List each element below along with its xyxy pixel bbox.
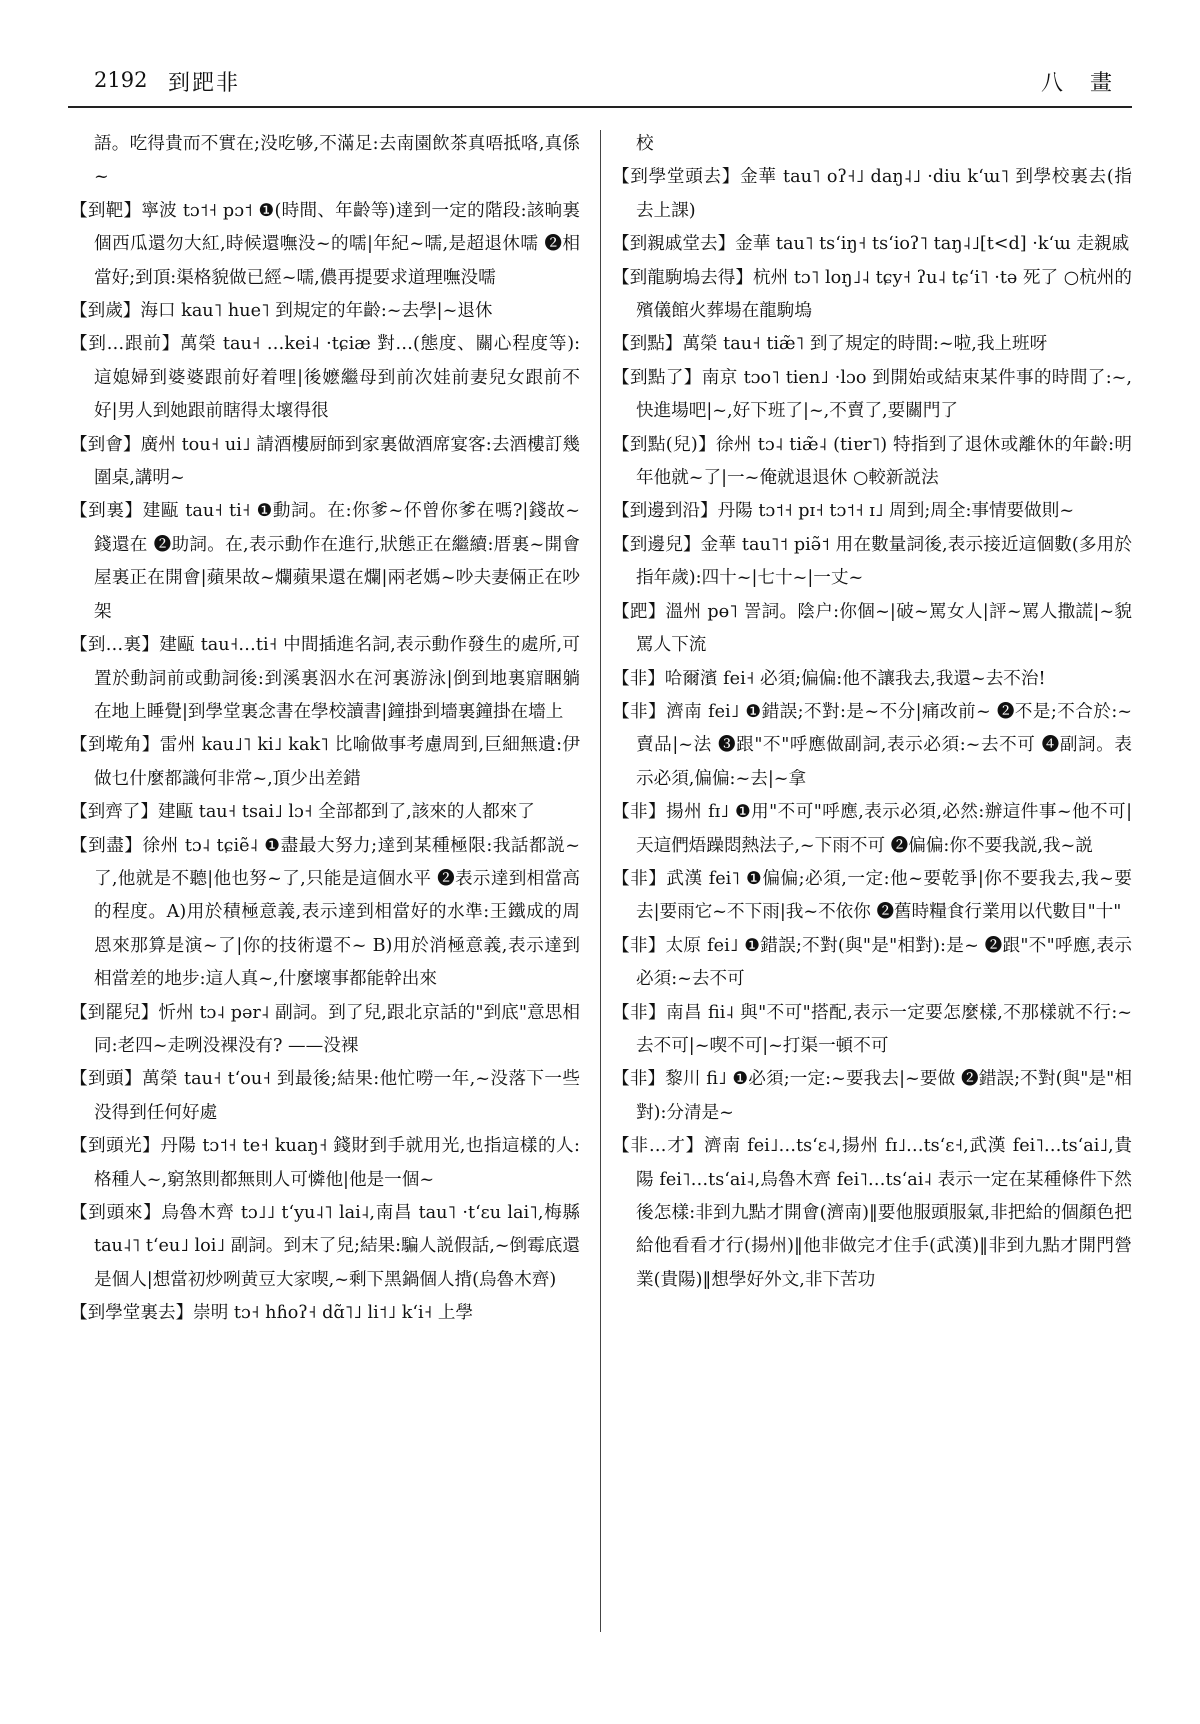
dictionary-entry: 【到罷兒】忻州 tɔ˨ pər˨ 副詞。到了兒,跟北京話的"到底"意思相同:老四~走咧没裸没有? ——没裸 xyxy=(70,1002,580,1056)
dictionary-entry: 【到學堂頭去】金華 tau˥ oʔ˧˩ daŋ˨˩ ·diu kʻɯ˥ 到學校裏去(指去上課) xyxy=(612,167,1132,221)
dictionary-entry: 【到墘角】雷州 kau˩˥ ki˩ kak˥ 比喻做事考慮周到,巨細無遺:伊做乜什麼都識何非常~,頂少出差錯 xyxy=(70,735,580,789)
dictionary-entry: 【到會】廣州 tou˧ ui˩ 請酒樓厨師到家裏做酒席宴客:去酒樓訂幾圍桌,講明~ xyxy=(70,434,580,489)
dictionary-entry: 【跁】溫州 pɵ˥ 詈詞。陰户:你個~|破~罵女人|評~罵人撒謊|~貌罵人下流 xyxy=(612,601,1132,656)
section-title: 八 畫 xyxy=(1041,71,1122,96)
dictionary-entry: 語。吃得貴而不實在;没吃够,不滿足:去南園飲茶真唔抵咯,真係~ xyxy=(94,134,580,188)
dictionary-entry: 【非…才】濟南 fei˩…tsʻɛ˨,揚州 fɪ˩…tsʻɛ˧,武漢 fei˥…tsʻai˩,貴陽 fei˥…tsʻai˨,烏魯木齊 fei˥…tsʻai˨ 表示一定在某種條件下然後怎樣:非到九點才開會(濟南)‖要他服頭服氣,非把給的個顏色把給他看看才行(揚州)‖他非做完才住手(武漢)‖非到九點才開門營業(貴陽)‖想學好外文,非下苦功 xyxy=(612,1136,1132,1290)
dictionary-entry: 【到邊兒】金華 tau˥˦ piə̃˦ 用在數量詞後,表示接近這個數(多用於指年歲):四十~|七十~|一丈~ xyxy=(612,534,1132,589)
dictionary-entry: 【到頭來】烏魯木齊 tɔ˩˩ tʻyu˨˥ lai˨,南昌 tau˥ ·tʻɛu lai˥,梅縣 tau˨˥ tʻeu˩ loi˩ 副詞。到末了兒;結果:騙人説假話,~倒霉底還是個人|想當初炒咧黄豆大家喫,~剩下黑鍋個人揹(烏魯木齊) xyxy=(70,1203,580,1290)
dictionary-entry: 【到裏】建甌 tau˧ ti˧ ❶動詞。在:你爹~伓曾你爹在嗎?|錢故~錢還在 ❷助詞。在,表示動作在進行,狀態正在繼續:厝裏~開會屋裏正在開會|蘋果故~爛蘋果還在爛|兩老媽~吵夫妻倆正在吵架 xyxy=(70,501,580,622)
dictionary-entry: 【到點】萬榮 tau˧ tiæ̃˥ 到了規定的時間:~啦,我上班呀 xyxy=(612,334,1048,355)
column-divider xyxy=(600,130,601,1632)
dictionary-entry: 【到歲】海口 kau˥ hue˥ 到規定的年齡:~去學|~退休 xyxy=(70,301,493,322)
dictionary-entry: 【到頭】萬榮 tau˧ tʻou˧ 到最後;結果:他忙嘮一年,~没落下一些没得到任何好處 xyxy=(70,1069,580,1123)
dictionary-entry: 【非】揚州 fɪ˩ ❶用"不可"呼應,表示必須,必然:辦這件事~他不可|天這們焐躁悶熱法子,~下雨不可 ❷偏偏:你不要我説,我~説 xyxy=(612,802,1132,856)
dictionary-entry: 【非】武漢 fei˥ ❶偏偏;必須,一定:他~要乾爭|你不要我去,我~要去|要雨它~不下雨|我~不依你 ❷舊時糧食行業用以代數目"十" xyxy=(612,868,1132,923)
headword-range: 到跁非 xyxy=(168,71,241,96)
dictionary-entry: 【到…跟前】萬榮 tau˧ …kei˨ ·tɕiæ 對…(態度、關心程度等):這媳婦到婆婆跟前好着哩|後嬷繼母到前次娃前妻兒女跟前不好|男人到她跟前瞎得太壞得很 xyxy=(70,334,580,422)
dictionary-entry: 【到點了】南京 tɔo˥ tien˩ ·lɔo 到開始或結束某件事的時間了:~,快進場吧|~,好下班了|~,不賣了,要關門了 xyxy=(612,367,1132,422)
left-column xyxy=(70,128,580,1331)
dictionary-entry: 【非】濟南 fei˩ ❶錯誤;不對:是~不分|痛改前~ ❷不是;不合於:~賣品|~法 ❸跟"不"呼應做副詞,表示必須:~去不可 ❹副詞。表示必須,偏偏:~去|~拿 xyxy=(612,701,1132,789)
dictionary-entry: 【非】太原 fei˩ ❶錯誤;不對(與"是"相對):是~ ❷跟"不"呼應,表示必須:~去不可 xyxy=(612,935,1132,990)
continuation-text: 校 xyxy=(636,134,654,154)
dictionary-entry: 【到學堂裏去】崇明 tɔ˧ hɦoʔ˧ dɑ̃˥˩ li˦˩ kʻi˧ 上學 xyxy=(70,1303,474,1324)
dictionary-entry: 【到盡】徐州 tɔ˨ tɕiẽ˨ ❶盡最大努力;達到某種極限:我話都説~了,他就是不聽|他也努~了,只能是這個水平 ❷表示達到相當高的程度。A)用於積極意義,表示達到相當好的水準:王鐵成的周恩來那算是演~了|你的技術還不~ B)用於消極意義,表示達到相當差的地步:這人真~,什麼壞事都能幹出來 xyxy=(70,835,580,990)
right-column xyxy=(612,128,1132,1297)
dictionary-entry: 【非】哈爾濱 fei˧ 必須;偏偏:他不讓我去,我還~去不治! xyxy=(612,668,1046,689)
page-number: 2192 xyxy=(94,68,148,92)
dictionary-entry: 【到點(兒)】徐州 tɔ˨ tiæ̃˨ (tiɐr˥) 特指到了退休或離休的年齡:明年他就~了|一~俺就退退休 ○較新説法 xyxy=(612,434,1132,489)
dictionary-entry: 【到…裏】建甌 tau˧…ti˧ 中間插進名詞,表示動作發生的處所,可置於動詞前或動詞後:到溪裏泅水在河裏游泳|倒到地裏寣睏躺在地上睡覺|到學堂裏念書在學校讀書|鐘掛到墻裏鐘掛在墻上 xyxy=(70,635,580,722)
dictionary-entry: 【到齊了】建甌 tau˧ tsai˩ lɔ˧ 全部都到了,該來的人都來了 xyxy=(70,802,535,823)
dictionary-entry: 【非】南昌 fii˨ 與"不可"搭配,表示一定要怎麼樣,不那樣就不行:~去不可|~喫不可|~打渠一頓不可 xyxy=(612,1002,1132,1056)
dictionary-entry: 【到親戚堂去】金華 tau˥ tsʻiŋ˧ tsʻioʔ˥ taŋ˨˩[t<d] ·kʻɯ 走親戚 xyxy=(612,234,1130,255)
dictionary-entry: 【到靶】寧波 tɔ˦˧ pɔ˦ ❶(時間、年齡等)達到一定的階段:該晌裏個西瓜還勿大紅,時候還嘸没~的嚅|年紀~嚅,是超退休嚅 ❷相當好;到頂:渠格貌做已經~嚅,儂再提要求道理嘸没嚅 xyxy=(70,200,580,288)
dictionary-entry: 【到邊到沿】丹陽 tɔ˦˧ pɪ˧ tɔ˦˧ ɪ˩ 周到;周全:事情要做則~ xyxy=(612,501,1075,522)
dictionary-entry: 【非】黎川 fi˩ ❶必須;一定:~要我去|~要做 ❷錯誤;不對(與"是"相對):分清是~ xyxy=(612,1069,1132,1123)
dictionary-entry: 【到龍駒塢去得】杭州 tɔ˥ loŋ˩˨ tɕy˧ ʔu˨ tɕʻi˥ ·tə 死了 ○杭州的殯儀館火葬場在龍駒塢 xyxy=(612,267,1132,322)
dictionary-entry: 【到頭光】丹陽 tɔ˦˧ te˧ kuaŋ˧ 錢財到手就用光,也指這樣的人:格種人~,窮煞則都無則人可憐他|他是一個~ xyxy=(70,1136,580,1190)
page-header xyxy=(68,58,1132,108)
